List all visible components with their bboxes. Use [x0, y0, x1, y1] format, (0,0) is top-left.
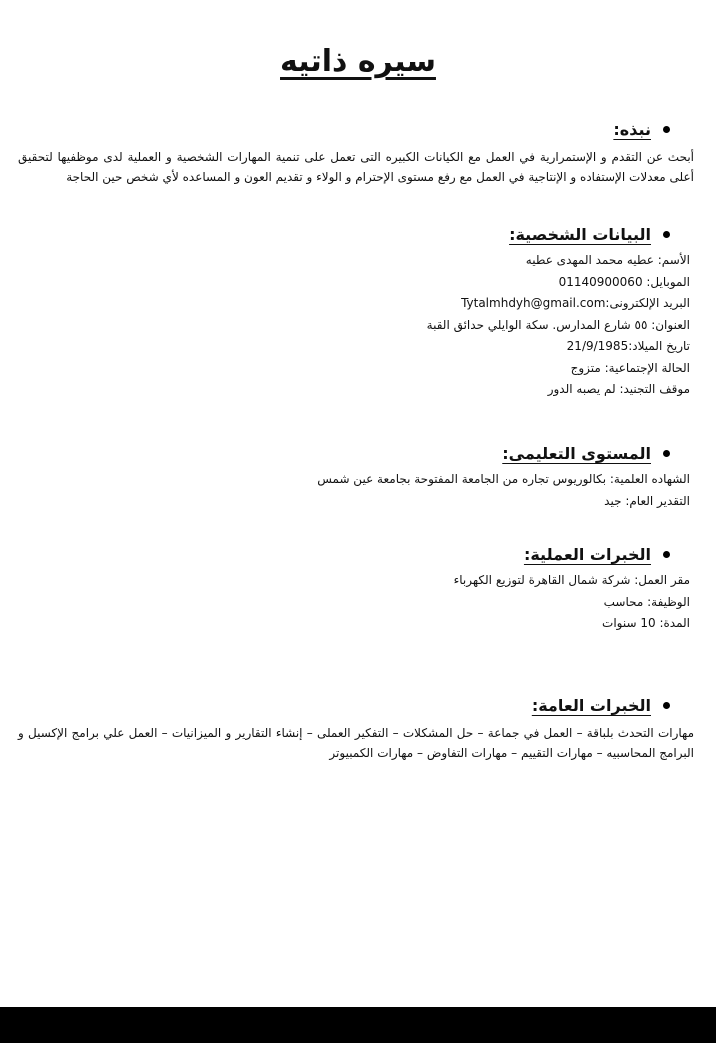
- experience-workplace: مقر العمل: شركة شمال القاهرة لتوزيع الكهرباء: [453, 573, 690, 587]
- personal-marital-status: الحالة الإجتماعية: متزوج: [570, 360, 690, 375]
- experience-job-title: الوظيفة: محاسب: [603, 594, 690, 609]
- personal-name: الأسم: عطيه محمد المهدى عطيه: [525, 253, 690, 267]
- education-heading-text: المستوى التعليمى:: [502, 444, 651, 463]
- personal-email: البريد الإلكترونى:Tytalmhdyh@gmail.com: [461, 296, 690, 310]
- education-section: [18, 444, 694, 512]
- education-grade: التقدير العام: جيد: [604, 493, 690, 508]
- skills-heading: [18, 696, 670, 715]
- bullet-icon: [663, 231, 670, 238]
- education-degree: الشهاده العلمية: بكالوريوس تجاره من الجامعة المفتوحة بجامعة عين شمس: [317, 472, 690, 486]
- experience-heading-text: الخبرات العملية:: [523, 545, 651, 564]
- education-lines: [18, 469, 694, 512]
- bullet-icon: [663, 551, 670, 558]
- summary-text: أبحث عن التقدم و الإستمرارية في العمل مع الكيانات الكبيره التى تعمل على تنمية المهارات الشخصية و العملية لدى موظفيها لتحقيق أعلى معدلات الإستفاده و الإنتاجية في العمل مع رفع مستوى الإحترام و الولاء و تقديم العون و المساعده لأي شخص حين الحاجة: [18, 150, 694, 184]
- experience-section: [18, 545, 694, 635]
- personal-heading-text: البيانات الشخصية:: [509, 225, 651, 244]
- skills-section: [18, 696, 694, 763]
- bullet-icon: [663, 450, 670, 457]
- personal-lines: [18, 250, 694, 401]
- summary-heading-text: نبذه:: [613, 120, 651, 139]
- bullet-icon: [663, 126, 670, 133]
- skills-text: مهارات التحدث بلباقة – العمل في جماعة – حل المشكلات – التفكير العملى – إنشاء التقارير و الميزانيات – العمل علي برامج الإكسيل و البرامج المحاسبيه – مهارات التقييم – مهارات التفاوض – مهارات الكمبيوتر: [18, 726, 694, 760]
- education-heading: [18, 444, 670, 463]
- personal-birthdate: تاريخ الميلاد:21/9/1985: [566, 339, 690, 353]
- skills-heading-text: الخبرات العامة:: [531, 696, 651, 715]
- bullet-icon: [663, 702, 670, 709]
- bottom-bar: [0, 1007, 716, 1043]
- personal-mobile: الموبايل: 01140900060: [558, 274, 690, 289]
- personal-section: [18, 225, 694, 401]
- page-title: سيره ذاتيه: [280, 44, 436, 79]
- experience-heading: [18, 545, 670, 564]
- summary-heading: [18, 120, 670, 139]
- personal-military-status: موقف التجنيد: لم يصبه الدور: [547, 382, 690, 396]
- personal-address: العنوان: ٥٥ شارع المدارس. سكة الوايلي حدائق القبة: [426, 317, 690, 332]
- experience-lines: [18, 570, 694, 635]
- experience-duration: المدة: 10 سنوات: [602, 616, 690, 630]
- personal-heading: [18, 225, 670, 244]
- summary-section: [18, 120, 694, 187]
